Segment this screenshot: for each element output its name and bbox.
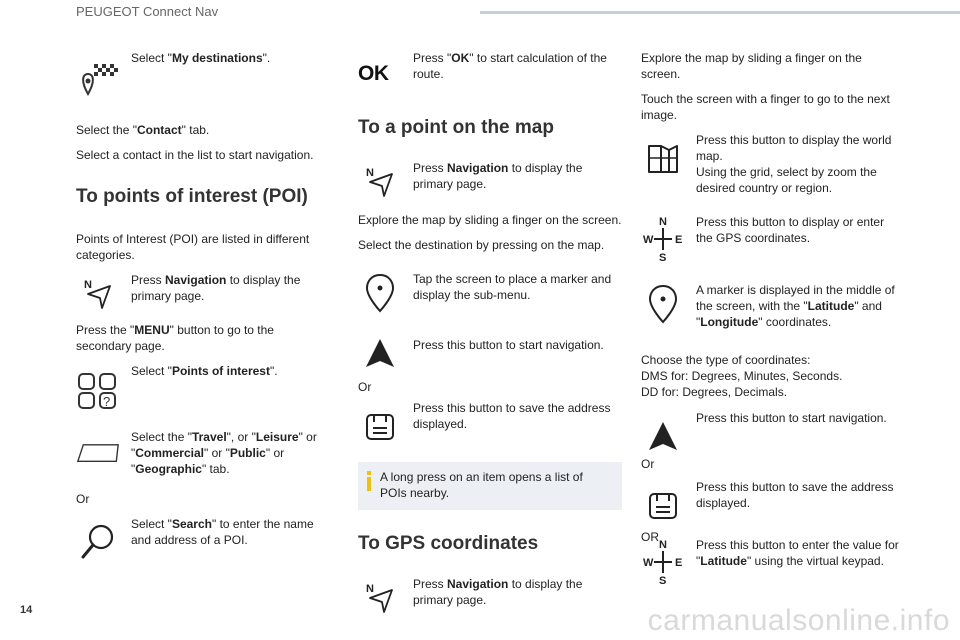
svg-text:N: N [366,583,374,595]
svg-text:S: S [659,575,667,587]
navigation-arrow-icon [76,272,120,316]
svg-text:E: E [675,234,683,246]
tap-marker-row [358,271,622,327]
save-address-row [358,400,622,450]
svg-text:?: ? [103,394,111,409]
start-navigation-icon [358,331,402,375]
contact-select-text: Select a contact in the list to start navigation. [76,148,314,162]
save-address-row-3 [641,479,903,523]
or-text-1: Or [76,492,90,506]
explore-map-text-3: Explore the map by sliding a finger on the screen. [641,51,862,81]
dms-text: DMS for: Degrees, Minutes, Seconds. [641,369,843,383]
category-tabs-row [76,429,332,491]
latitude-marker-row [641,282,903,340]
search-row [76,516,332,566]
select-tabs-text: Select the "Travel", or "Leisure" or "Commercial" or "Public" or "Geographic" tab. [131,430,317,476]
header-bar [480,11,960,14]
heading-gps: To GPS coordinates [358,533,539,554]
compass-icon [641,214,685,264]
gps-coordinates-row [641,214,903,274]
choose-type-text: Choose the type of coordinates: [641,353,811,367]
press-navigation-text-2: Press Navigation to display the primary page. [413,161,583,191]
map-pin-icon [358,271,402,315]
search-icon [76,520,120,564]
explore-map-text: Explore the map by sliding a finger on the screen. [358,213,622,227]
header-title: PEUGEOT Connect Nav [76,4,219,19]
column-3 [641,50,903,587]
column-2 [358,50,622,620]
compass-icon [641,537,685,587]
svg-text:E: E [675,557,683,569]
press-navigation-row [76,272,332,318]
start-navigation-row [358,331,622,375]
select-poi-text: Select "Points of interest". [131,364,278,378]
destination-flag-icon [76,56,120,100]
navigation-arrow-icon [358,576,402,620]
save-address-icon [358,404,402,448]
latitude-entry-text: Press this button to enter the value for "Latitude" using the virtual keypad. [696,538,899,568]
poi-intro-text: Points of Interest (POI) are listed in different categories. [76,232,310,262]
svg-text:N: N [659,216,667,228]
svg-text:W: W [643,557,654,569]
heading-poi: To points of interest (POI) [76,186,308,207]
marker-text: A marker is displayed in the middle of the screen, with the "Latitude" and "Longitude" coordinates. [696,283,895,329]
svg-text:N: N [84,279,92,291]
dd-text: DD for: Degrees, Decimals. [641,385,788,399]
press-menu-text: Press the "MENU" button to go to the secondary page. [76,323,274,353]
touch-next-text: Touch the screen with a finger to go to the next image. [641,92,890,122]
press-navigation-row-3 [358,576,622,620]
select-destination-text: Select the destination by pressing on the map. [358,238,605,252]
save-address-icon [641,483,685,527]
page-number: 14 [20,604,33,616]
svg-text:S: S [659,252,667,264]
start-navigation-text: Press this button to start navigation. [413,338,604,352]
navigation-arrow-icon [358,160,402,204]
save-address-text: Press this button to save the address displayed. [413,401,611,431]
info-icon [366,471,370,489]
svg-text:N: N [366,167,374,179]
map-pin-icon [641,282,685,326]
press-navigation-text: Press Navigation to display the primary page. [131,273,301,303]
svg-text:W: W [643,234,654,246]
info-box [358,462,622,510]
ok-icon: OK [358,62,389,85]
my-destinations-text: Select "My destinations". [131,51,271,65]
coordinate-types [641,352,903,400]
heading-map-point: To a point on the map [358,117,554,138]
column-1 [76,50,332,566]
start-navigation-text-3: Press this button to start navigation. [696,411,887,425]
info-text: A long press on an item opens a list of POIs nearby. [380,470,583,500]
select-search-text: Select "Search" to enter the name and address of a POI. [131,517,314,547]
press-navigation-row-2 [358,160,622,204]
tap-marker-text: Tap the screen to place a marker and display the sub-menu. [413,272,612,302]
tab-outline-icon [76,431,120,475]
latitude-entry-row [641,537,903,587]
points-of-interest-row [76,363,332,423]
world-map-icon [641,136,685,180]
svg-text:N: N [659,539,667,551]
world-map-row [641,132,903,214]
or-text-2: Or [358,380,372,394]
or-text-4: OR [641,530,659,544]
watermark: carmanualsonline.info [647,604,950,637]
my-destinations-row [76,50,332,110]
press-navigation-text-3: Press Navigation to display the primary page. [413,577,583,607]
start-navigation-row-3 [641,410,903,450]
start-navigation-icon [641,414,685,458]
gps-enter-text: Press this button to display or enter the GPS coordinates. [696,215,885,245]
poi-categories-icon [76,369,120,413]
press-ok-row [358,50,622,94]
save-address-text-3: Press this button to save the address displayed. [696,480,894,510]
contact-tab-text: Select the "Contact" tab. [76,123,210,137]
world-map-text: Press this button to display the world map. Using the grid, select by zoom the desired country or region. [696,133,892,195]
press-ok-text: Press "OK" to start calculation of the route. [413,51,607,81]
or-text-3: Or [641,457,655,471]
